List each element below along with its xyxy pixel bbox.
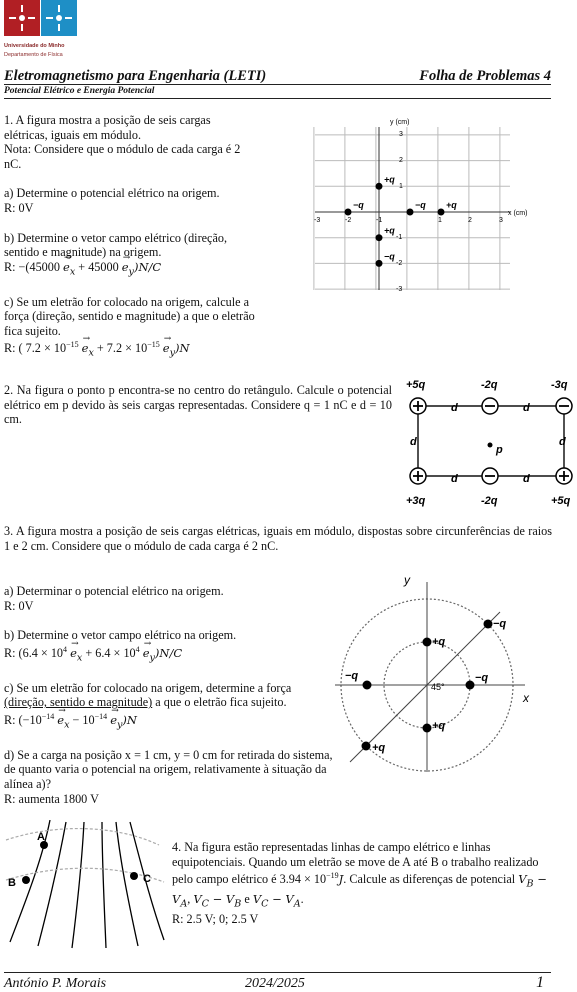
p1-a-question: a) Determine o potencial elétrico na origem.: [4, 186, 220, 201]
charge-label: +q: [432, 720, 446, 732]
charge-label: +q: [384, 225, 395, 236]
ytick: -1: [396, 234, 403, 241]
p3-d-answer: R: aumenta 1800 V: [4, 791, 99, 806]
p3-b-answer: R: $(6.4 \times 10^4 \to e_x + 6.4 \times 10^4 \to e_y)N/C$: [4, 643, 336, 666]
charge-dot: [407, 209, 414, 216]
problem-3-figure: [335, 572, 545, 772]
charge-label: +q: [432, 636, 446, 648]
course-title: Eletromagnetismo para Engenharia (LETI): [4, 68, 267, 84]
p1-c-question: c) Se um eletrão for colocado na origem, calcule a força (direção, sentido e magnitude) a que o eletrão fica sujeito.: [4, 294, 255, 338]
p1-note: Nota: Considere que o módulo de cada carga é 2 nC.: [4, 142, 241, 171]
header-rule: [4, 84, 551, 85]
footer-page-number: 1: [536, 974, 544, 991]
p3-a-answer: R: 0V: [4, 598, 34, 613]
charge-label: +q: [446, 200, 457, 210]
p1-b-answer: R: $-(45000 \to e_x + 45000 \to e_y)N/C$: [4, 260, 256, 280]
charge-dot: [376, 183, 383, 190]
xtick: 3: [499, 217, 503, 224]
point-p-label: p: [496, 444, 503, 456]
charge-label: +3q: [406, 495, 426, 507]
p1-xlabel: x (cm): [508, 210, 528, 217]
charge-dot: [423, 638, 432, 647]
p3-b-question: b) Determine o vetor campo elétrico na origem.: [4, 628, 237, 643]
point-b: [22, 876, 30, 884]
p1-ylabel: y (cm): [390, 119, 410, 126]
problem-2-text: 2. Na figura o ponto p encontra-se no centro do retângulo. Calcule o potencial elétrico em p devido às seis cargas representadas. Considere q = 1 nC e d = 10 cm.: [4, 383, 392, 427]
charge-label: −q: [353, 200, 364, 210]
charge-label: −q: [415, 200, 426, 210]
diagonal-line: [350, 612, 500, 762]
point-p: [488, 443, 493, 448]
ytick: -2: [396, 260, 403, 267]
charge-dot: [484, 620, 493, 629]
xtick: -2: [345, 217, 352, 224]
problem-1-text: [4, 113, 256, 361]
charge-dot: [376, 260, 383, 267]
university-logo-left: [4, 0, 40, 36]
xtick: 1: [438, 217, 442, 224]
charge-label: −q: [475, 672, 489, 684]
problem-4-figure: [4, 820, 169, 950]
xtick: -1: [376, 217, 383, 224]
ytick: 3: [399, 131, 403, 138]
label-a: A: [37, 831, 45, 843]
charge-label: +q: [372, 742, 386, 754]
footer-year: 2024/2025: [245, 976, 305, 991]
topic-title: Potencial Elétrico e Energia Potencial: [4, 86, 155, 96]
topic-rule: [4, 98, 551, 99]
charge-dot: [423, 724, 432, 733]
footer-rule: [4, 972, 551, 973]
ytick: 1: [399, 183, 403, 190]
p4-answer: R: 2.5 V; 0; 2.5 V: [172, 912, 259, 927]
problem-4-text: 4. Na figura estão representadas linhas de campo elétrico e linhas equipotenciais. Quando um eletrão se move de A até B o trabalho realizado pelo campo elétrico é $3.94 \times 10^{-19}J$. Calcule as diferenças de potencial $V_B - V_A$, $V_C - V_B$ e $V_C - V_A$. R: 2.5 V; 0; 2.5 V: [172, 840, 552, 927]
distance-label: d: [410, 436, 417, 448]
charge-dot: [362, 742, 371, 751]
university-name: Universidade do Minho: [4, 43, 65, 49]
p1-c-answer: R: ( $7.2 \times 10^{-15} \to e_x + 7.2 \times 10^{-15} \to e_y)N$: [4, 338, 256, 361]
sheet-title: Folha de Problemas 4: [419, 68, 551, 84]
charge-dot: [438, 209, 445, 216]
charge-label: +5q: [551, 495, 571, 507]
charge-dot: [466, 681, 475, 690]
distance-label: d: [559, 436, 566, 448]
ytick: 2: [399, 157, 403, 164]
p3-c-question: c) Se um eletrão for colocado na origem, determine a força (direção, sentido e magnitude) a que o eletrão fica sujeito.: [4, 680, 292, 710]
logo-mark-icon: [4, 0, 40, 36]
p1-intro: 1. A figura mostra a posição de seis cargas elétricas, iguais em módulo.: [4, 113, 211, 142]
charge-label: −q: [493, 618, 507, 630]
y-label: y: [404, 573, 410, 587]
xtick: -3: [314, 217, 321, 224]
distance-label: d: [523, 402, 530, 414]
label-c: C: [143, 873, 151, 885]
charge-label: -3q: [551, 379, 568, 391]
p3-d-question: d) Se a carga na posição x = 1 cm, y = 0 cm for retirada do sistema, de quanto varia o potencial na origem, relativamente à situação da alínea a)?: [4, 747, 333, 792]
distance-label: d: [523, 473, 530, 485]
charge-dot: [363, 681, 372, 690]
charge-label: −q: [345, 670, 359, 682]
rectangle: [418, 406, 564, 476]
problem-2-figure: [398, 373, 576, 511]
p3-c-answer: R: $(-10^{-14} \to e_x - 10^{-14} \to e_y)N$: [4, 710, 336, 733]
university-logo-right: [41, 0, 77, 36]
problem-3-intro: 3. A figura mostra a posição de seis cargas elétricas, iguais em módulo, dispostas sobre circunferências de raios 1 e 2 cm. Considere que o módulo de cada carga é 2 nC.: [4, 524, 552, 553]
department-name: Departamento de Física: [4, 52, 63, 58]
charge-dot: [376, 234, 383, 241]
p3-a-question: a) Determinar o potencial elétrico na origem.: [4, 584, 224, 598]
point-c: [130, 872, 138, 880]
charge-label: -2q: [481, 379, 498, 391]
label-b: B: [8, 877, 16, 889]
charge-label: -2q: [481, 495, 498, 507]
p1-a-answer: R: 0V: [4, 200, 34, 215]
charge-label: +5q: [406, 379, 426, 391]
charge-label: +q: [384, 174, 395, 185]
problem-1-figure: [310, 112, 535, 297]
logo-mark-icon: [41, 0, 77, 36]
ytick: -3: [396, 286, 403, 293]
footer-author: António P. Morais: [4, 976, 107, 991]
charge-label: −q: [384, 251, 395, 262]
x-label: x: [523, 691, 529, 705]
problem-3-text: [4, 584, 336, 806]
angle-label: 45°: [431, 682, 445, 692]
distance-label: d: [451, 402, 458, 414]
distance-label: d: [451, 473, 458, 485]
xtick: 2: [468, 217, 472, 224]
p1-b-question: b) Determine o vetor campo elétrico (direção, sentido e magnitude) na origem.: [4, 230, 227, 260]
charge-dot: [345, 209, 352, 216]
